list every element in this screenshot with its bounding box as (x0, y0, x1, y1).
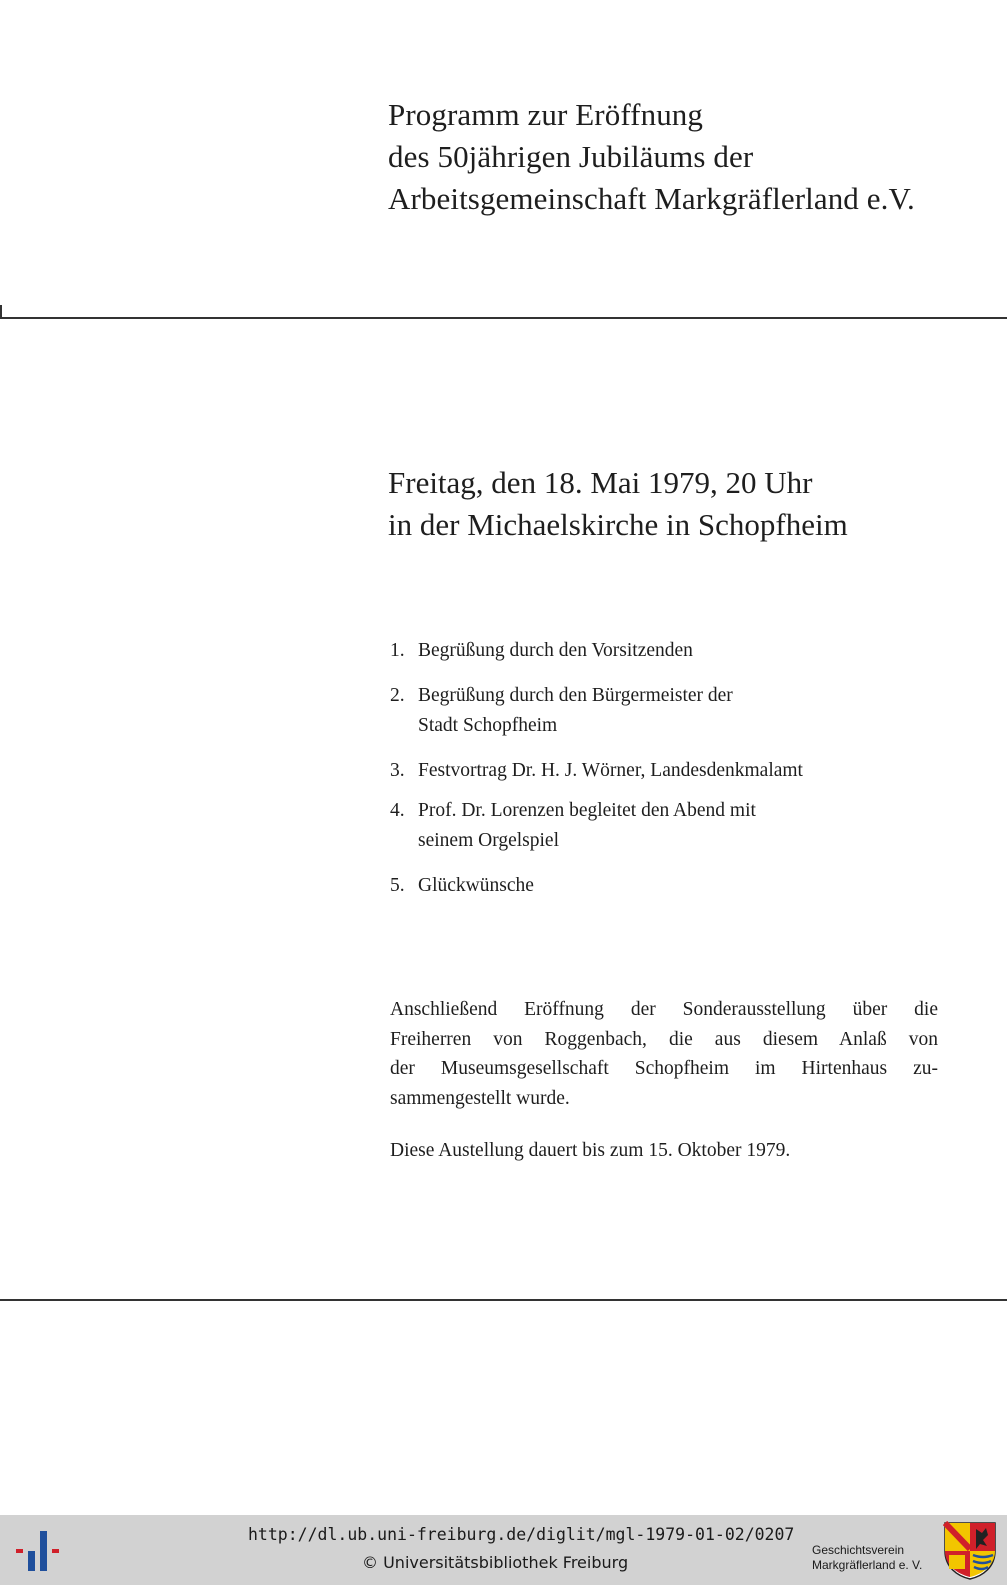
title-line: des 50jährigen Jubiläums der (388, 139, 754, 174)
society-name-line: Markgräflerland e. V. (812, 1558, 923, 1572)
program-item-text (418, 796, 950, 856)
footer-bar (0, 1515, 1007, 1585)
exhibition-paragraph (390, 995, 938, 1113)
program-item (390, 796, 950, 856)
event-info (388, 462, 988, 546)
program-item-text (418, 871, 950, 901)
program-item-number: 2. (390, 685, 405, 706)
society-name (812, 1543, 942, 1573)
program-item-line: seinem Orgelspiel (418, 830, 559, 851)
program-item-line: Festvortrag Dr. H. J. Wörner, Landesdenkmalamt (418, 760, 803, 781)
society-name-line: Geschichtsverein (812, 1543, 905, 1557)
program-item-number: 1. (390, 640, 405, 661)
program-item-number: 4. (390, 800, 405, 821)
event-location: in der Michaelskirche in Schopfheim (388, 507, 848, 542)
footer-copyright: © Universitätsbibliothek Freiburg (362, 1553, 629, 1572)
event-date: Freitag, den 18. Mai 1979, 20 Uhr (388, 465, 813, 500)
program-item (390, 756, 950, 786)
program-item (390, 636, 950, 666)
exhibition-dates-paragraph: Diese Austellung dauert bis zum 15. Oktober 1979. (390, 1140, 791, 1161)
paragraph-line: Freiherren von Roggenbach, die aus diesem Anlaß von (390, 1028, 938, 1050)
program-item-number: 5. (390, 875, 405, 896)
title-line: Arbeitsgemeinschaft Markgräflerland e.V. (388, 181, 915, 216)
paragraph-line: sammengestellt wurde. (390, 1087, 570, 1109)
footer-url-link[interactable]: http://dl.ub.uni-freiburg.de/diglit/mgl-1979-01-02/0207 (248, 1525, 795, 1544)
program-item (390, 681, 950, 741)
horizontal-rule-top (0, 317, 1007, 319)
coat-of-arms-icon (943, 1521, 997, 1581)
program-item-text (418, 681, 950, 741)
horizontal-rule-bottom (0, 1299, 1007, 1301)
ub-freiburg-logo-icon (16, 1529, 68, 1573)
program-item-number: 3. (390, 760, 405, 781)
program-list (390, 636, 950, 901)
program-item-line: Glückwünsche (418, 875, 534, 896)
program-item-line: Begrüßung durch den Bürgermeister der (418, 685, 733, 706)
program-item-text (418, 756, 950, 786)
document-title (388, 94, 988, 220)
program-item-line: Stadt Schopfheim (418, 715, 558, 736)
title-line: Programm zur Eröffnung (388, 97, 704, 132)
program-item (390, 871, 950, 901)
paragraph-line: Anschließend Eröffnung der Sonderausstellung über die (390, 999, 938, 1020)
program-item-line: Begrüßung durch den Vorsitzenden (418, 640, 693, 661)
program-item-line: Prof. Dr. Lorenzen begleitet den Abend mit (418, 800, 756, 821)
program-item-text (418, 636, 950, 666)
paragraph-line: der Museumsgesellschaft Schopfheim im Hirtenhaus zu- (390, 1058, 938, 1079)
